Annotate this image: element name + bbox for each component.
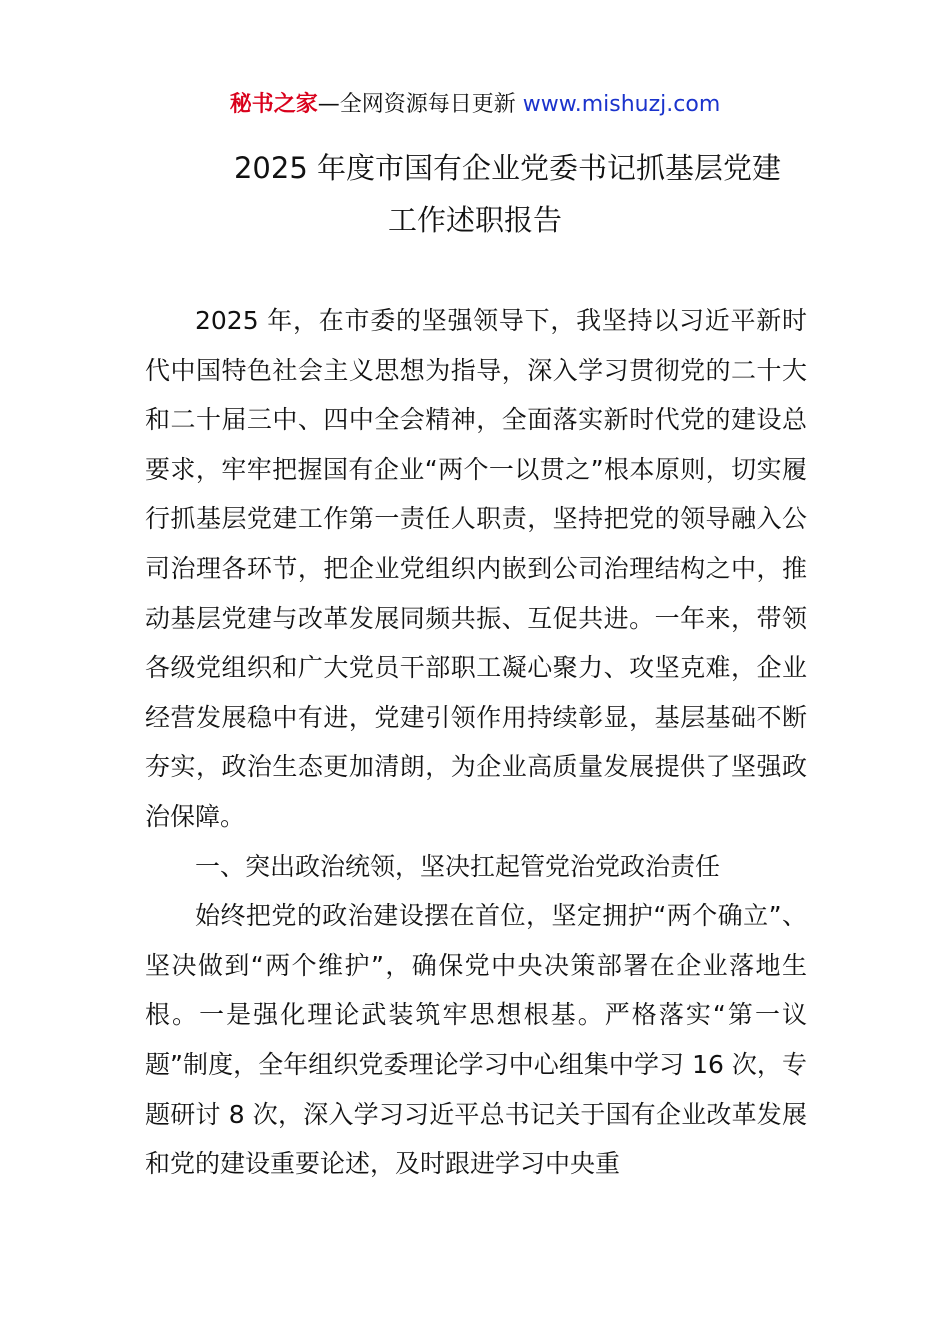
document-body: [145, 296, 807, 1189]
document-title-line-1: 2025 年度市国有企业党委书记抓基层党建: [233, 151, 782, 185]
site-header: [0, 88, 950, 122]
site-brand: 秘书之家: [229, 92, 318, 117]
section-heading-1: 一、突出政治统领，坚决扛起管党治党政治责任: [195, 851, 721, 881]
site-url-link[interactable]: www.mishuzj.com: [522, 92, 721, 117]
paragraph-intro: 2025 年，在市委的坚强领导下，我坚持以习近平新时代中国特色社会主义思想为指导，深入学习贯彻党的二十大和二十届三中、四中全会精神，全面落实新时代党的建设总要求，牢牢把握国有企业“两个一以贯之”根本原则，切实履行抓基层党建工作第一责任人职责，坚持把党的领导融入公司治理各环节，把企业党组织内嵌到公司治理结构之中，推动基层党建与改革发展同频共振、互促共进。一年来，带领各级党组织和广大党员干部职工凝心聚力、攻坚克难，企业经营发展稳中有进，党建引领作用持续彰显，基层基础不断夯实，政治生态更加清朗，为企业高质量发展提供了坚强政治保障。: [145, 306, 807, 831]
site-tagline: —全网资源每日更新: [317, 92, 523, 117]
paragraph-section-1: 始终把党的政治建设摆在首位，坚定拥护“两个确立”、坚决做到“两个维护”，确保党中央决策部署在企业落地生根。一是强化理论武装筑牢思想根基。严格落实“第一议题”制度，全年组织党委理论学习中心组集中学习 16 次，专题研讨 8 次，深入学习习近平总书记关于国有企业改革发展和党的建设重要论述，及时跟进学习中央重: [145, 901, 807, 1179]
document-title-line-2: 工作述职报告: [387, 203, 562, 237]
